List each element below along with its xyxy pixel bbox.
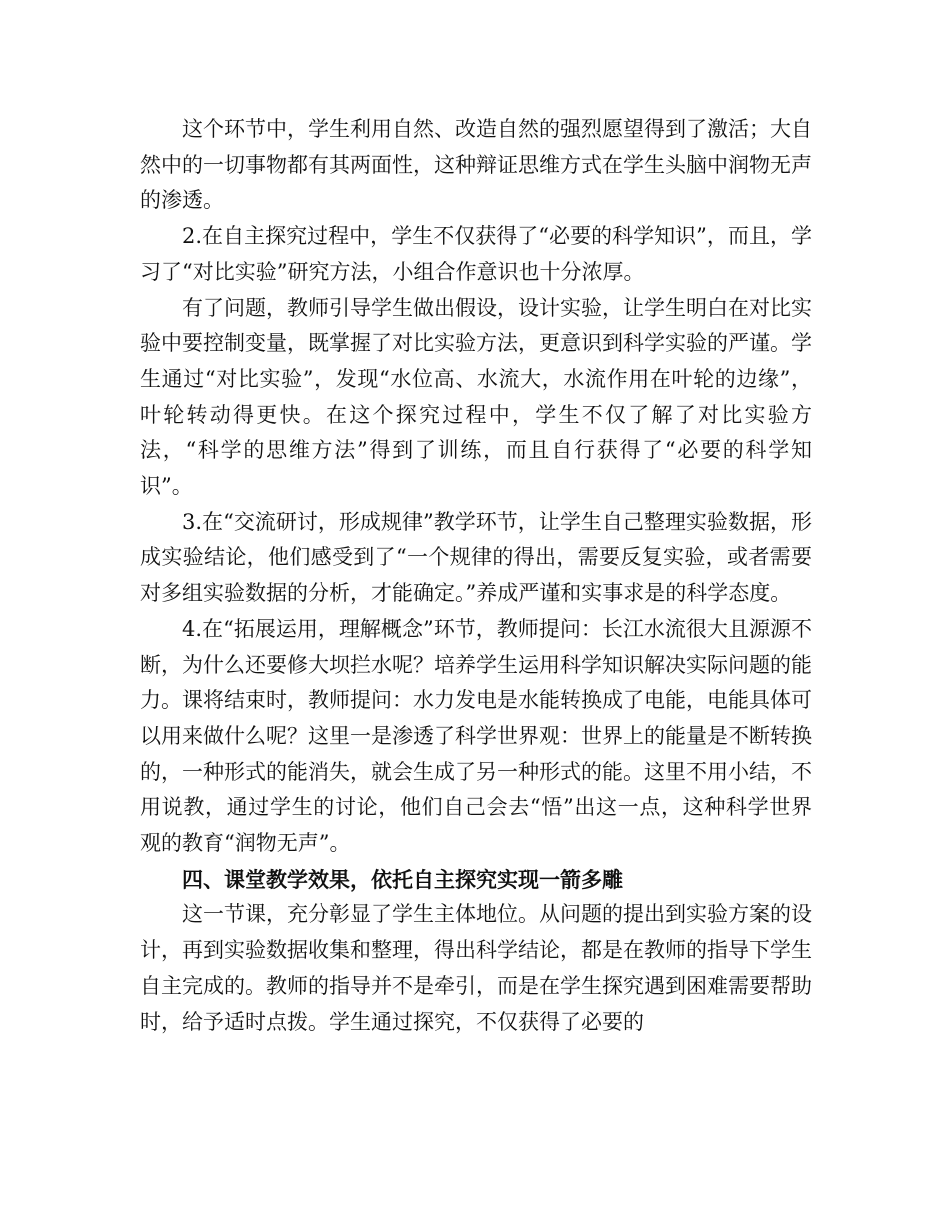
- paragraph-point-3: 3.在“交流研讨，形成规律”教学环节，让学生自己整理实验数据，形成实验结论，他们感受到了“一个规律的得出，需要反复实验，或者需要对多组实验数据的分析，才能确定。”养成严谨和实事求是的科学态度。: [140, 509, 812, 606]
- section-heading: 四、课堂教学效果，依托自主探究实现一箭多雕: [182, 866, 623, 892]
- paragraph-teaching-effect: 这一节课，充分彰显了学生主体地位。从问题的提出到实验方案的设计，再到实验数据收集和整理，得出科学结论，都是在教师的指导下学生自主完成的。教师的指导并不是牵引，而是在学生探究遇到困难需要帮助时，给予适时点拨。学生通过探究，不仅获得了必要的: [140, 902, 812, 1034]
- paragraph-point-2: 2.在自主探究过程中，学生不仅获得了“必要的科学知识”，而且，学习了“对比实验”研究方法，小组合作意识也十分浓厚。: [140, 224, 812, 284]
- paragraph-reflection: 这个环节中，学生利用自然、改造自然的强烈愿望得到了激活；大自然中的一切事物都有其两面性，这种辩证思维方式在学生头脑中润物无声的渗透。: [140, 117, 812, 213]
- paragraph-contrast-experiment: 有了问题，教师引导学生做出假设，设计实验，让学生明白在对比实验中要控制变量，既掌握了对比实验方法，更意识到科学实验的严谨。学生通过“对比实验”，发现“水位高、水流大，水流作用在叶轮的边缘”，叶轮转动得更快。在这个探究过程中，学生不仅了解了对比实验方法，“科学的思维方法”得到了训练，而且自行获得了“必要的科学知识”。: [140, 295, 812, 499]
- paragraph-point-4: 4.在“拓展运用，理解概念”环节，教师提问：长江水流很大且源源不断，为什么还要修大坝拦水呢？培养学生运用科学知识解决实际问题的能力。课将结束时，教师提问：水力发电是水能转换成了电能，电能具体可以用来做什么呢？这里一是渗透了科学世界观：世界上的能量是不断转换的，一种形式的能消失，就会生成了另一种形式的能。这里不用小结，不用说教，通过学生的讨论，他们自己会去“悟”出这一点，这种科学世界观的教育“润物无声”。: [140, 616, 812, 856]
- document-body: [140, 112, 812, 1040]
